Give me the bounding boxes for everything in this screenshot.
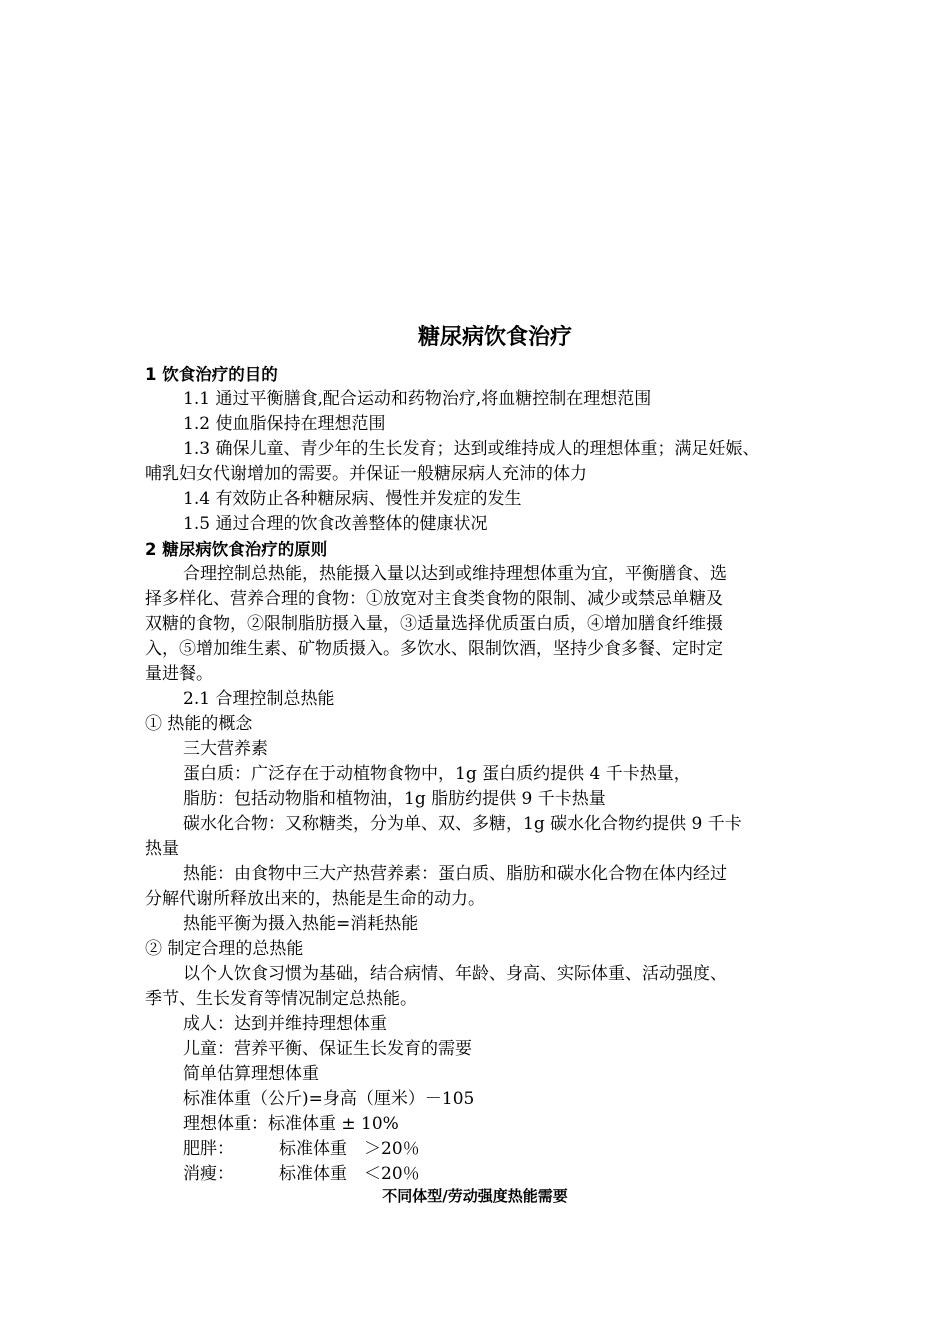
nutrients-label: 三大营养素 bbox=[183, 739, 268, 759]
energy-text-line-2: 分解代谢所释放出来的，热能是生命的动力。 bbox=[145, 889, 485, 909]
item-1-2: 1.2 使血脂保持在理想范围 bbox=[183, 414, 386, 434]
section-2-heading: 2 糖尿病饮食治疗的原则 bbox=[145, 540, 328, 559]
energy-text-line-1: 热能：由食物中三大产热营养素：蛋白质、脂肪和碳水化合物在体内经过 bbox=[183, 864, 727, 884]
carb-text-line-1: 碳水化合物：又称糖类，分为单、双、多糖，1g 碳水化合物约提供 9 千卡 bbox=[183, 814, 742, 834]
standard-weight-formula: 标准体重（公斤)=身高（厘米）－105 bbox=[183, 1089, 475, 1109]
obese-value: 标准体重 ＞20％ bbox=[279, 1139, 420, 1159]
document-title: 糖尿病饮食治疗 bbox=[417, 325, 572, 350]
energy-balance: 热能平衡为摄入热能=消耗热能 bbox=[183, 914, 419, 934]
thin-label: 消瘦： bbox=[183, 1164, 234, 1184]
ideal-weight: 理想体重：标准体重 ± 10% bbox=[183, 1114, 399, 1134]
adult-text: 成人：达到并维持理想体重 bbox=[183, 1014, 387, 1034]
thin-row bbox=[145, 1162, 817, 1187]
item-1-1: 1.1 通过平衡膳食,配合运动和药物治疗,将血糖控制在理想范围 bbox=[183, 389, 652, 409]
principle-line-3: 双糖的食物，②限制脂肪摄入量，③适量选择优质蛋白质，④增加膳食纤维摄 bbox=[145, 614, 723, 634]
obese-row bbox=[145, 1137, 817, 1162]
item-1-3-line-1: 1.3 确保儿童、青少年的生长发育；达到或维持成人的理想体重；满足妊娠、 bbox=[183, 439, 760, 459]
item-1-4: 1.4 有效防止各种糖尿病、慢性并发症的发生 bbox=[183, 489, 522, 509]
basis-text-line-2: 季节、生长发育等情况制定总热能。 bbox=[145, 989, 417, 1009]
item-1-5: 1.5 通过合理的饮食改善整体的健康状况 bbox=[183, 514, 488, 534]
principle-line-5: 量进餐。 bbox=[145, 664, 213, 684]
carb-text-line-2: 热量 bbox=[145, 839, 179, 859]
subheading-total-energy: ② 制定合理的总热能 bbox=[145, 939, 304, 959]
protein-text: 蛋白质：广泛存在于动植物食物中，1g 蛋白质约提供 4 千卡热量， bbox=[183, 764, 691, 784]
obese-label: 肥胖： bbox=[183, 1139, 234, 1159]
table-caption: 不同体型/劳动强度热能需要 bbox=[382, 1187, 568, 1205]
item-1-3-line-2: 哺乳妇女代谢增加的需要。并保证一般糖尿病人充沛的体力 bbox=[145, 464, 587, 484]
subheading-energy-concept: ① 热能的概念 bbox=[145, 714, 253, 734]
fat-text: 脂肪：包括动物脂和植物油，1g 脂肪约提供 9 千卡热量 bbox=[183, 789, 606, 809]
principle-line-1: 合理控制总热能，热能摄入量以达到或维持理想体重为宜，平衡膳食、选 bbox=[183, 564, 727, 584]
estimate-label: 简单估算理想体重 bbox=[183, 1064, 319, 1084]
document-body bbox=[145, 362, 817, 1187]
item-2-1: 2.1 合理控制总热能 bbox=[183, 689, 335, 709]
section-1-heading: 1 饮食治疗的目的 bbox=[145, 365, 278, 384]
principle-line-2: 择多样化、营养合理的食物：①放宽对主食类食物的限制、减少或禁忌单糖及 bbox=[145, 589, 723, 609]
child-text: 儿童：营养平衡、保证生长发育的需要 bbox=[183, 1039, 472, 1059]
basis-text-line-1: 以个人饮食习惯为基础，结合病情、年龄、身高、实际体重、活动强度、 bbox=[183, 964, 727, 984]
thin-value: 标准体重 ＜20％ bbox=[279, 1164, 420, 1184]
principle-line-4: 入，⑤增加维生素、矿物质摄入。多饮水、限制饮酒，坚持少食多餐、定时定 bbox=[145, 639, 723, 659]
